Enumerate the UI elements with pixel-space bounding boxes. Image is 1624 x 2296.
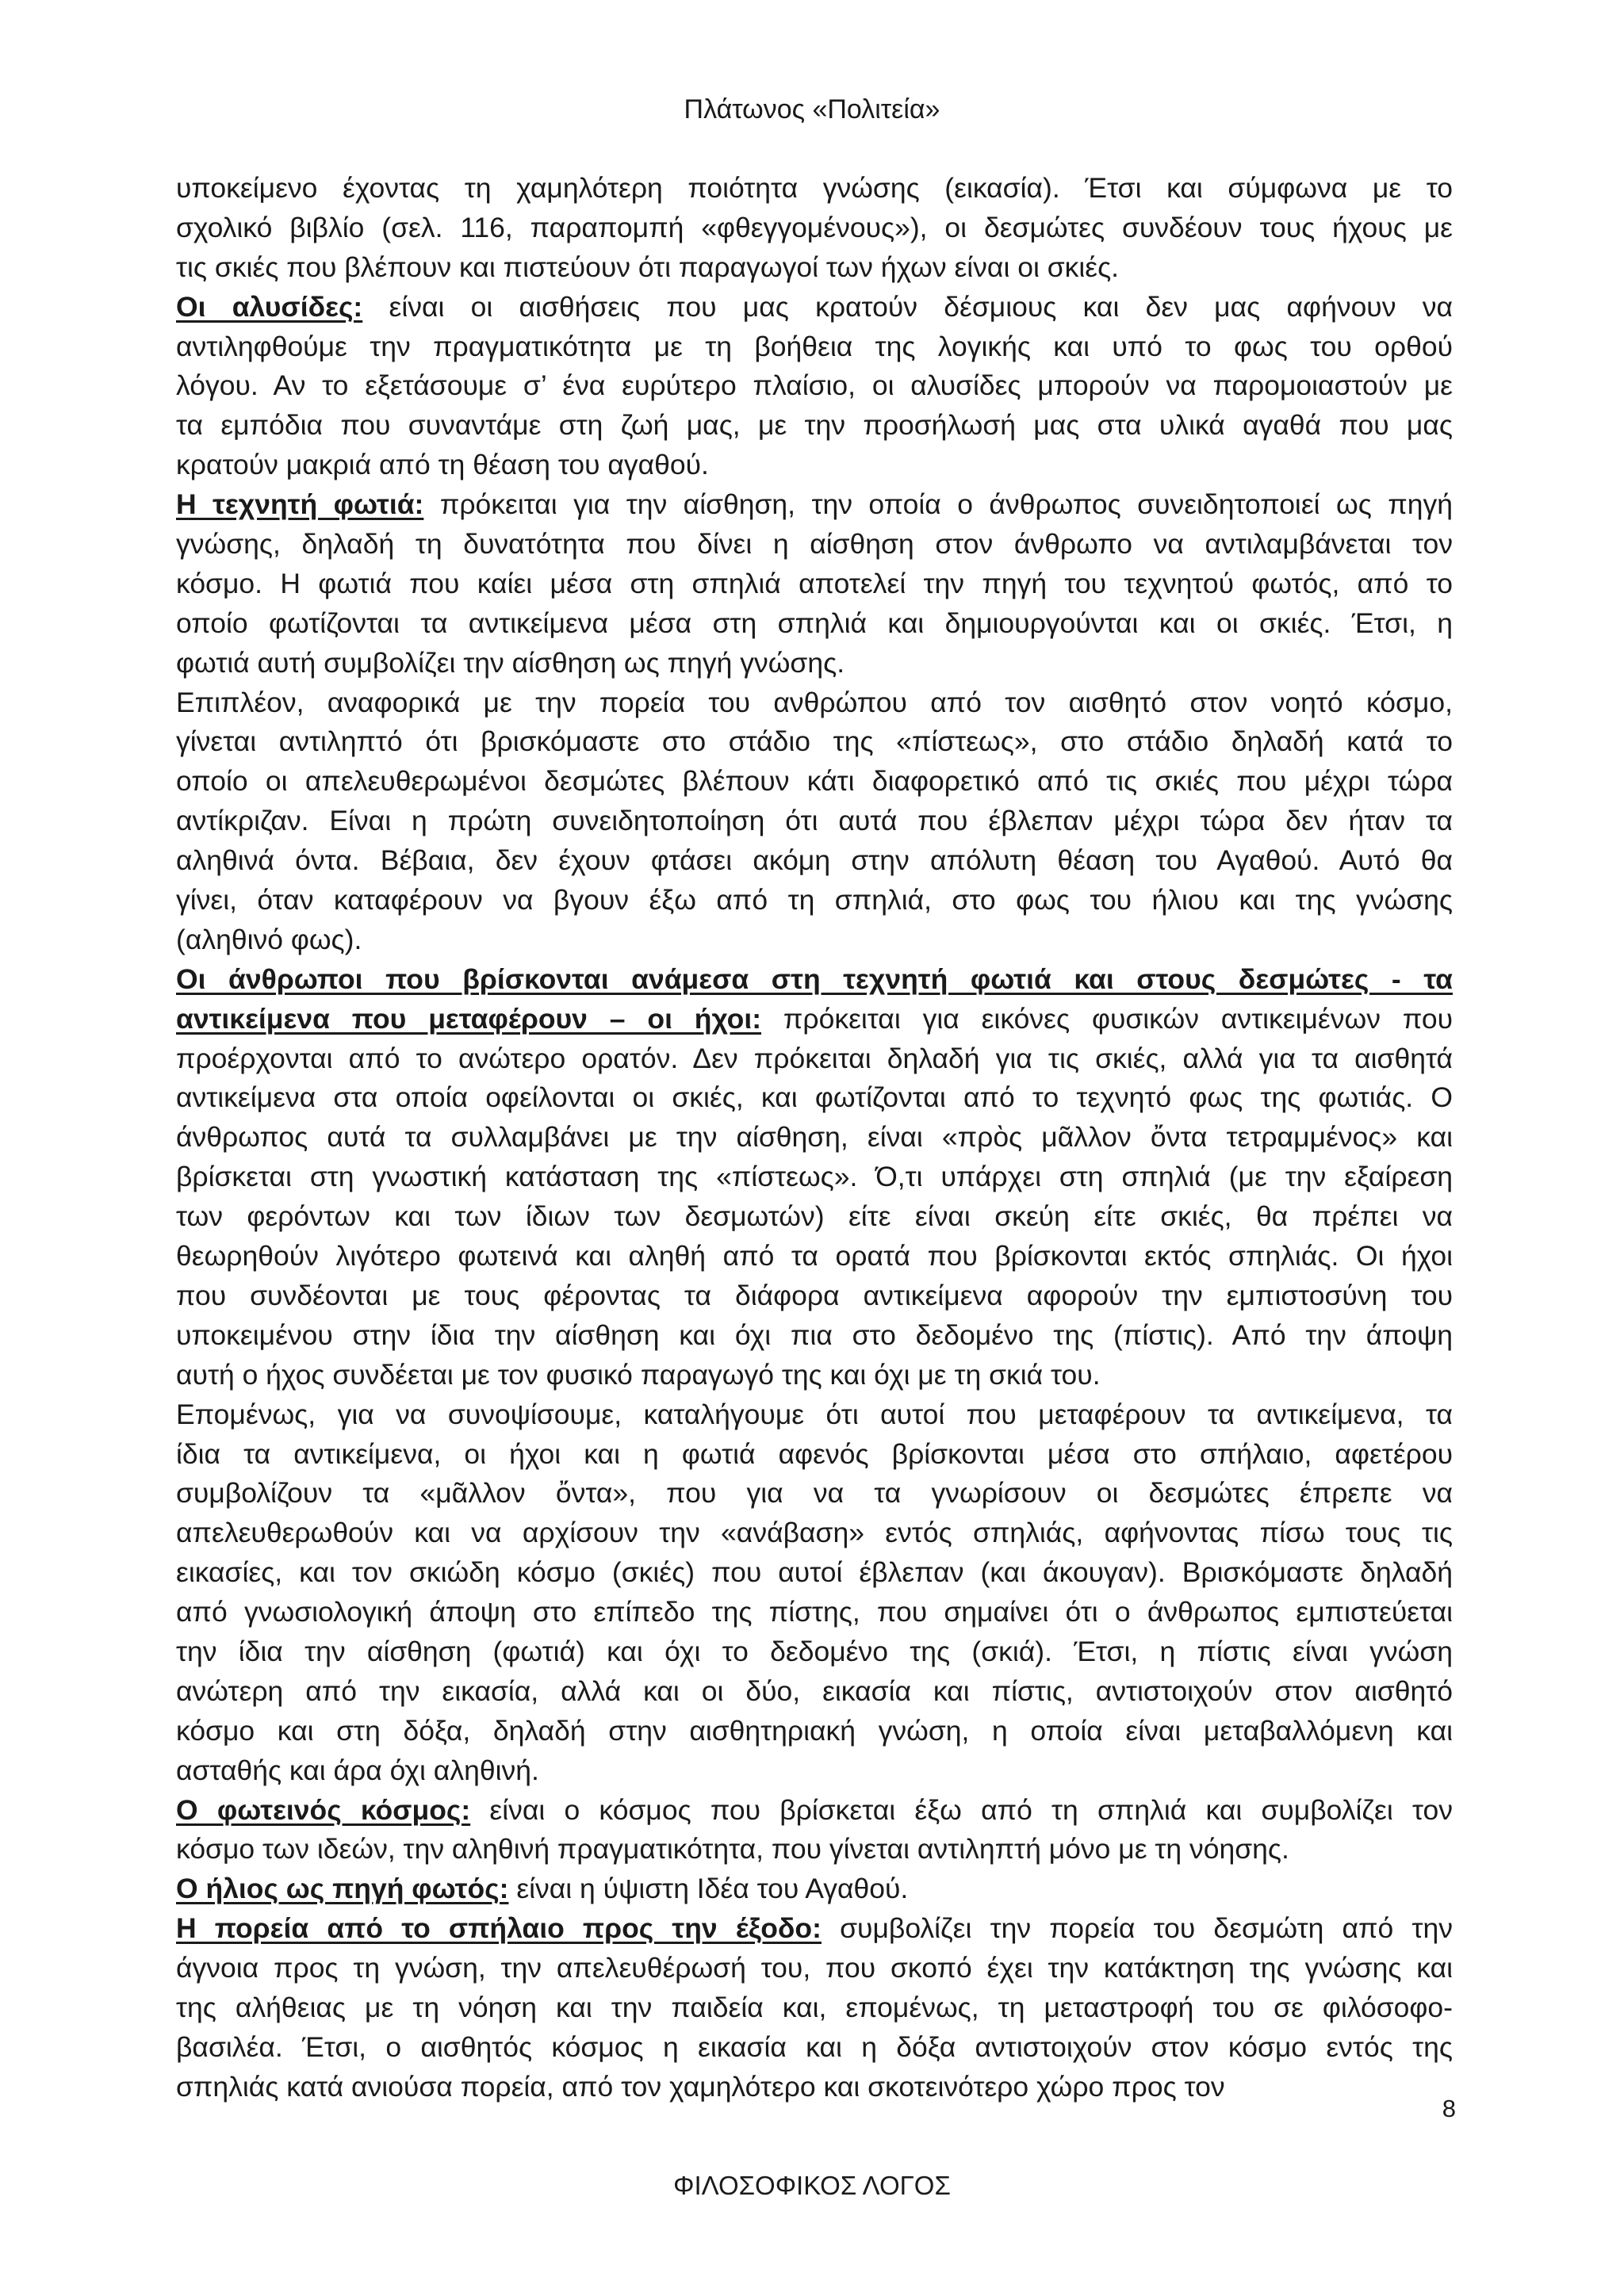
text-run: απελευθερωθούν και να αρχίσουν την «ανάβαση» εντός σπηλιάς, αφήνοντας πίσω τους τις xyxy=(176,1517,1453,1549)
text-run: υποκείμενο έχοντας τη χαμηλότερη ποιότητα γνώσης (εικασία). Έτσι και σύμφωνα με το xyxy=(176,172,1453,204)
term-heading: Η τεχνητή φωτιά: xyxy=(176,488,424,521)
text-run: σπηλιάς κατά ανιούσα πορεία, από τον χαμηλότερο και σκοτεινότερο χώρο προς τον xyxy=(176,2070,1225,2103)
text-run: οποίο οι απελευθερωμένοι δεσμώτες βλέπουν κάτι διαφορετικό από τις σκιές που μέχρι τώρα xyxy=(176,765,1453,798)
text-line xyxy=(176,2068,1453,2107)
text-line xyxy=(176,406,1453,446)
text-run: τις σκιές που βλέπουν και πιστεύουν ότι παραγωγοί των ήχων είναι οι σκιές. xyxy=(176,251,1120,283)
text-line xyxy=(176,1791,1453,1831)
text-run: πρόκειται για την αίσθηση, την οποία ο άνθρωπος συνειδητοποιεί ως πηγή xyxy=(423,488,1453,521)
text-line xyxy=(176,1751,1453,1791)
text-line xyxy=(176,1593,1453,1632)
text-line xyxy=(176,1672,1453,1712)
text-run: κρατούν μακριά από τη θέαση του αγαθού. xyxy=(176,449,709,481)
text-line xyxy=(176,841,1453,881)
text-line xyxy=(176,604,1453,644)
text-run: κόσμο και στη δόξα, δηλαδή στην αισθητηριακή γνώση, η οποία είναι μεταβαλλόμενη και xyxy=(176,1714,1453,1747)
text-run: είναι ο κόσμος που βρίσκεται έξω από τη σπηλιά και συμβολίζει τον xyxy=(470,1793,1453,1826)
text-run: ανώτερη από την εικασία, αλλά και οι δύο, εικασία και πίστις, αντιστοιχούν στον αισθητό xyxy=(176,1674,1453,1707)
text-line xyxy=(176,525,1453,564)
text-run: λόγου. Αν το εξετάσουμε σ’ ένα ευρύτερο πλαίσιο, οι αλυσίδες μπορούν να παρομοιαστούν με xyxy=(176,369,1453,402)
text-run: σχολικό βιβλίο (σελ. 116, παραπομπή «φθεγγομένους»), οι δεσμώτες συνδέουν τους ήχους με xyxy=(176,211,1453,243)
text-run: κόσμο των ιδεών, την αληθινή πραγματικότητα, που γίνεται αντιληπτή μόνο με τη νόησης. xyxy=(176,1833,1289,1866)
text-line xyxy=(176,327,1453,367)
text-line xyxy=(176,1158,1453,1197)
text-run: είναι οι αισθήσεις που μας κρατούν δέσμιους και δεν μας αφήνουν να xyxy=(362,290,1453,323)
text-line xyxy=(176,1988,1453,2028)
text-run: Επομένως, για να συνοψίσουμε, καταλήγουμε ότι αυτοί που μεταφέρουν τα αντικείμενα, τα xyxy=(176,1398,1453,1430)
text-line xyxy=(176,1000,1453,1039)
text-line xyxy=(176,1395,1453,1435)
text-line xyxy=(176,248,1453,288)
page-number: 8 xyxy=(1442,2095,1456,2122)
term-heading: Οι αλυσίδες: xyxy=(176,290,363,323)
text-line xyxy=(176,366,1453,406)
text-line xyxy=(176,564,1453,604)
text-line xyxy=(176,1276,1453,1316)
text-run: εικασίες, και τον σκιώδη κόσμο (σκιές) που αυτοί έβλεπαν (και άκουγαν). Βρισκόμαστε δηλαδή xyxy=(176,1556,1453,1589)
text-run: γίνεται αντιληπτό ότι βρισκόμαστε στο στάδιο της «πίστεως», στο στάδιο δηλαδή κατά το xyxy=(176,725,1453,758)
text-line xyxy=(176,446,1453,485)
text-line xyxy=(176,802,1453,841)
text-line xyxy=(176,1237,1453,1276)
text-line xyxy=(176,1830,1453,1869)
text-run: από γνωσιολογική άποψη στο επίπεδο της πίστης, που σημαίνει ότι ο άνθρωπος εμπιστεύεται xyxy=(176,1596,1453,1628)
text-run: βρίσκεται στη γνωστική κατάσταση της «πίστεως». Ό,τι υπάρχει στη σπηλιά (με την εξαίρεση xyxy=(176,1161,1453,1193)
term-heading: Η πορεία από το σπήλαιο προς την έξοδο: xyxy=(176,1912,822,1945)
text-line xyxy=(176,1316,1453,1356)
text-run: συμβολίζουν τα «μᾶλλον ὄντα», που για να τα γνωρίσουν οι δεσμώτες έπρεπε να xyxy=(176,1477,1453,1510)
text-run: βασιλέα. Έτσι, ο αισθητός κόσμος η εικασία και η δόξα αντιστοιχούν στον κόσμο εντός της xyxy=(176,2030,1453,2063)
text-run: θεωρηθούν λιγότερο φωτεινά και αληθή από τα ορατά που βρίσκονται εκτός σπηλιάς. Οι ήχοι xyxy=(176,1240,1453,1272)
text-line xyxy=(176,1712,1453,1751)
text-line xyxy=(176,683,1453,723)
term-heading: Ο ήλιος ως πηγή φωτός: xyxy=(176,1873,509,1905)
text-run: αληθινά όντα. Βέβαια, δεν έχουν φτάσει ακόμη στην απόλυτη θέαση του Αγαθού. Αυτό θα xyxy=(176,844,1453,877)
text-line xyxy=(176,1949,1453,1988)
text-line xyxy=(176,1632,1453,1672)
text-line xyxy=(176,1356,1453,1395)
text-run: άγνοια προς τη γνώση, την απελευθέρωσή του, που σκοπό έχει την κατάκτηση της γνώσης και xyxy=(176,1952,1453,1984)
text-run: αντικείμενα στα οποία οφείλονται οι σκιές, και φωτίζονται από το τεχνητό φως της φωτιάς. Ο xyxy=(176,1081,1453,1114)
text-line xyxy=(176,881,1453,920)
text-run: τα εμπόδια που συναντάμε στη ζωή μας, με την προσήλωσή μας στα υλικά αγαθά που μας xyxy=(176,409,1453,442)
term-heading: Ο φωτεινός κόσμος: xyxy=(176,1793,471,1826)
text-run: γίνει, όταν καταφέρουν να βγουν έξω από τη σπηλιά, στο φως του ήλιου και της γνώσης xyxy=(176,884,1453,916)
text-run: φωτιά αυτή συμβολίζει την αίσθηση ως πηγή γνώσης. xyxy=(176,646,845,679)
text-line xyxy=(176,1039,1453,1079)
text-run: Επιπλέον, αναφορικά με την πορεία του ανθρώπου από τον αισθητό στον νοητό κόσμο, xyxy=(176,686,1453,718)
page-footer: ΦΙΛΟΣΟΦΙΚΟΣ ΛΟΓΟΣ xyxy=(673,2171,951,2200)
text-line xyxy=(176,762,1453,802)
text-line xyxy=(176,1474,1453,1513)
page-header: Πλάτωνος «Πολιτεία» xyxy=(684,94,940,124)
term-heading: Οι άνθρωποι που βρίσκονται ανάμεσα στη τεχνητή φωτιά και στους δεσμώτες - τα xyxy=(176,962,1453,995)
text-run: ασταθής και άρα όχι αληθινή. xyxy=(176,1754,539,1786)
text-line xyxy=(176,960,1453,1000)
text-run: γνώσης, δηλαδή τη δυνατότητα που δίνει η αίσθηση στον άνθρωπο να αντιλαμβάνεται τον xyxy=(176,528,1453,561)
text-line xyxy=(176,644,1453,683)
text-run: πρόκειται για εικόνες φυσικών αντικειμένων που xyxy=(761,1002,1453,1035)
term-heading: αντικείμενα που μεταφέρουν – οι ήχοι: xyxy=(176,1002,762,1035)
text-run: αυτή ο ήχος συνδέεται με τον φυσικό παραγωγό της και όχι με τη σκιά του. xyxy=(176,1358,1101,1391)
text-line xyxy=(176,1078,1453,1118)
text-run: (αληθινό φως). xyxy=(176,923,362,955)
text-run: αντίκριζαν. Είναι η πρώτη συνειδητοποίηση ότι αυτά που έβλεπαν μέχρι τώρα δεν ήταν τα xyxy=(176,805,1453,837)
text-run: των φερόντων και των ίδιων των δεσμωτών) είτε είναι σκεύη είτε σκιές, θα πρέπει να xyxy=(176,1200,1453,1233)
text-line xyxy=(176,1553,1453,1593)
text-run: της αλήθειας με τη νόηση και την παιδεία και, επομένως, τη μεταστροφή του σε φιλόσοφο- xyxy=(176,1991,1453,2023)
text-line xyxy=(176,1435,1453,1475)
text-line xyxy=(176,2028,1453,2068)
body-text xyxy=(176,169,1453,2107)
text-run: ίδια τα αντικείμενα, οι ήχοι και η φωτιά αφενός βρίσκονται μέσα στο σπήλαιο, αφετέρου xyxy=(176,1437,1453,1470)
text-line xyxy=(176,1197,1453,1237)
text-line xyxy=(176,209,1453,248)
text-run: που συνδέονται με τους φέροντας τα διάφορα αντικείμενα αφορούν την εμπιστοσύνη του xyxy=(176,1279,1453,1311)
text-run: κόσμο. Η φωτιά που καίει μέσα στη σπηλιά αποτελεί την πηγή του τεχνητού φωτός, από το xyxy=(176,567,1453,599)
text-run: την ίδια την αίσθηση (φωτιά) και όχι το δεδομένο της (σκιά). Έτσι, η πίστις είναι γνώση xyxy=(176,1635,1453,1667)
text-run: άνθρωπος αυτά τα συλλαμβάνει με την αίσθηση, είναι «πρὸς μᾶλλον ὄντα τετραμμένος» και xyxy=(176,1121,1453,1154)
text-line xyxy=(176,1909,1453,1949)
text-run: προέρχονται από το ανώτερο ορατόν. Δεν πρόκειται δηλαδή για τις σκιές, αλλά για τα αισθητά xyxy=(176,1042,1453,1074)
text-run: οποίο φωτίζονται τα αντικείμενα μέσα στη σπηλιά και δημιουργούνται και οι σκιές. Έτσι, η xyxy=(176,607,1453,639)
text-line xyxy=(176,920,1453,960)
text-line xyxy=(176,722,1453,762)
text-line xyxy=(176,288,1453,327)
text-line xyxy=(176,485,1453,525)
text-line xyxy=(176,169,1453,209)
text-run: είναι η ύψιστη Ιδέα του Αγαθού. xyxy=(508,1873,909,1905)
text-line xyxy=(176,1513,1453,1553)
text-line xyxy=(176,1118,1453,1158)
text-run: συμβολίζει την πορεία του δεσμώτη από την xyxy=(821,1912,1453,1945)
text-run: αντιληφθούμε την πραγματικότητα με τη βοήθεια της λογικής και υπό το φως του ορθού xyxy=(176,330,1453,362)
text-line xyxy=(176,1869,1453,1909)
text-run: υποκειμένου στην ίδια την αίσθηση και όχι πια στο δεδομένο της (πίστις). Από την άποψη xyxy=(176,1318,1453,1351)
